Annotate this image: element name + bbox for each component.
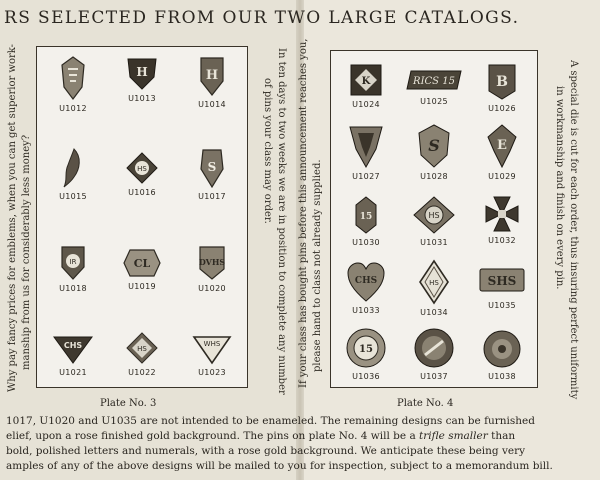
bottom-line-2-text: elief, upon a rose finished gold background. The pins on plate No. 4 will be a [6,430,416,442]
pin-u1025 [399,69,469,106]
page-header: RS SELECTED FROM OUR TWO LARGE CATALOGS. [4,8,520,28]
pin-code: U1012 [59,104,87,113]
shield-pin-icon [198,147,226,189]
pin-code: U1025 [420,97,448,106]
pin-code: U1018 [59,284,87,293]
shield-pin-icon [198,55,226,97]
svg-text:H: H [205,68,219,83]
pin-u1037 [399,327,469,381]
round-pin-icon [413,327,455,369]
pin-code: U1014 [198,100,226,109]
shield-pin-icon [196,243,228,281]
mid-left-line-1: In ten days to two weeks we are in position to complete any number [276,48,287,395]
maltese-cross-icon [484,195,520,233]
pin-u1012 [38,55,108,113]
svg-text:SHS: SHS [487,274,517,288]
pin-u1022 [107,331,177,377]
pin-code: U1033 [352,306,380,315]
round-pin-icon [345,327,387,369]
pin-code: U1038 [488,372,516,381]
pin-code: U1016 [128,188,156,197]
bottom-line-3: bold, polished letters and numerals, with a rose gold background. We anticipate these being very [6,445,526,457]
pin-u1034 [399,259,469,317]
svg-text:S: S [428,136,440,155]
hexagon-pin-icon [122,247,162,279]
pin-code: U1022 [128,368,156,377]
pin-u1026 [467,61,537,113]
pin-u1028 [399,123,469,181]
pin-code: U1036 [352,372,380,381]
bottom-line-2 [6,429,600,444]
left-margin-line-1: Why pay fancy prices for emblems, when you can get superior work- [7,43,18,392]
svg-text:15: 15 [359,344,373,355]
pin-u1015 [38,147,108,201]
pin-code: U1029 [488,172,516,181]
plate-4-caption: Plate No. 4 [397,398,454,409]
svg-text:H: H [136,65,148,79]
svg-text:DVHS: DVHS [198,257,226,267]
svg-text:RICS 15: RICS 15 [413,76,455,87]
mid-right-text [297,38,325,388]
pin-code: U1037 [420,372,448,381]
pin-code: U1031 [420,238,448,247]
bar-pin-icon [405,69,463,91]
bottom-line-4: amples of any of the above designs will be mailed to you for inspection, subject to a memorandum bill. [6,460,553,472]
svg-text:S: S [207,160,217,174]
pin-u1017 [177,147,247,201]
pin-code: U1013 [128,94,156,103]
pin-u1033 [331,261,401,315]
hexagon-pin-icon [354,195,378,235]
svg-text:CHS: CHS [354,276,378,286]
pin-u1021 [38,333,108,377]
pin-u1031 [399,195,469,247]
triangle-pin-icon [52,333,94,365]
pin-u1014 [177,55,247,109]
pin-u1016 [107,151,177,197]
bottom-line-1: 1017, U1020 and U1035 are not intended to be enameled. The remaining designs can be furnished [6,415,535,427]
pin-u1027 [331,123,401,181]
pin-u1023 [177,333,247,377]
diamond-pin-icon [418,259,450,305]
svg-text:IR: IR [69,258,77,266]
svg-text:CHS: CHS [63,341,83,350]
left-margin-line-2: manship from us for considerably less money? [21,134,32,370]
diamond-pin-icon [125,331,159,365]
svg-text:WHS: WHS [203,340,221,348]
pin-code: U1027 [352,172,380,181]
pin-u1029 [467,123,537,181]
pin-code: U1028 [420,172,448,181]
pin-u1030 [331,195,401,247]
pin-u1032 [467,195,537,245]
pin-code: U1020 [198,284,226,293]
flame-pin-icon [60,147,86,189]
shield-pin-icon [126,55,158,91]
pin-code: U1034 [420,308,448,317]
pin-code: U1023 [198,368,226,377]
svg-text:B: B [496,74,508,90]
round-pin-icon [482,329,522,369]
shield-pin-icon [58,243,88,281]
diamond-pin-icon [412,195,456,235]
pin-u1013 [107,55,177,103]
mid-left-line-2: of pins your class may order. [262,78,273,224]
svg-text:HS: HS [137,345,147,353]
svg-text:HS: HS [429,279,439,287]
badge-pin-icon [485,61,519,101]
svg-text:CL: CL [133,257,151,270]
pin-code: U1015 [59,192,87,201]
pin-u1024 [331,63,401,109]
pin-code: U1019 [128,282,156,291]
pin-code: U1032 [488,236,516,245]
triangle-pin-icon [192,333,232,365]
arrowhead-pin-icon [486,123,518,169]
bottom-line-2-end: than [487,430,516,442]
pin-code: U1026 [488,104,516,113]
shield-pin-icon [417,123,451,169]
right-margin-text [552,60,580,400]
plate-3-caption: Plate No. 3 [100,398,157,409]
shield-pin-icon [60,55,86,101]
plate-3 [36,46,248,388]
pin-u1035 [467,267,537,310]
svg-text:HS: HS [137,165,147,173]
bar-pin-icon [478,267,526,293]
right-margin-line-2: in workmanship and finish on every pin. [554,86,565,290]
right-margin-line-1: A special die is cut for each order, thus insuring perfect uniformity [568,60,579,400]
svg-text:15: 15 [359,212,373,222]
pin-code: U1030 [352,238,380,247]
pin-u1018 [38,243,108,293]
pin-code: U1024 [352,100,380,109]
pin-code: U1035 [488,301,516,310]
pin-u1019 [107,247,177,291]
mid-left-text [260,48,288,395]
pin-code: U1017 [198,192,226,201]
diamond-pin-icon [125,151,159,185]
shield-pin-icon [348,123,384,169]
svg-text:K: K [361,76,371,87]
heart-pin-icon [346,261,386,303]
pin-u1038 [467,329,537,381]
svg-text:HS: HS [428,211,440,220]
plate-4 [330,50,538,388]
mid-right-line-2: please hand to class not already supplied. [312,159,323,372]
square-pin-icon [349,63,383,97]
left-margin-text [6,32,34,392]
pin-u1036 [331,327,401,381]
bottom-line-2-emphasis: trifle smaller [419,430,488,442]
pin-code: U1021 [59,368,87,377]
mid-right-line-1: If your class has bought pins before this announcement reaches you, [298,38,309,388]
pin-u1020 [177,243,247,293]
svg-text:E: E [497,138,507,153]
